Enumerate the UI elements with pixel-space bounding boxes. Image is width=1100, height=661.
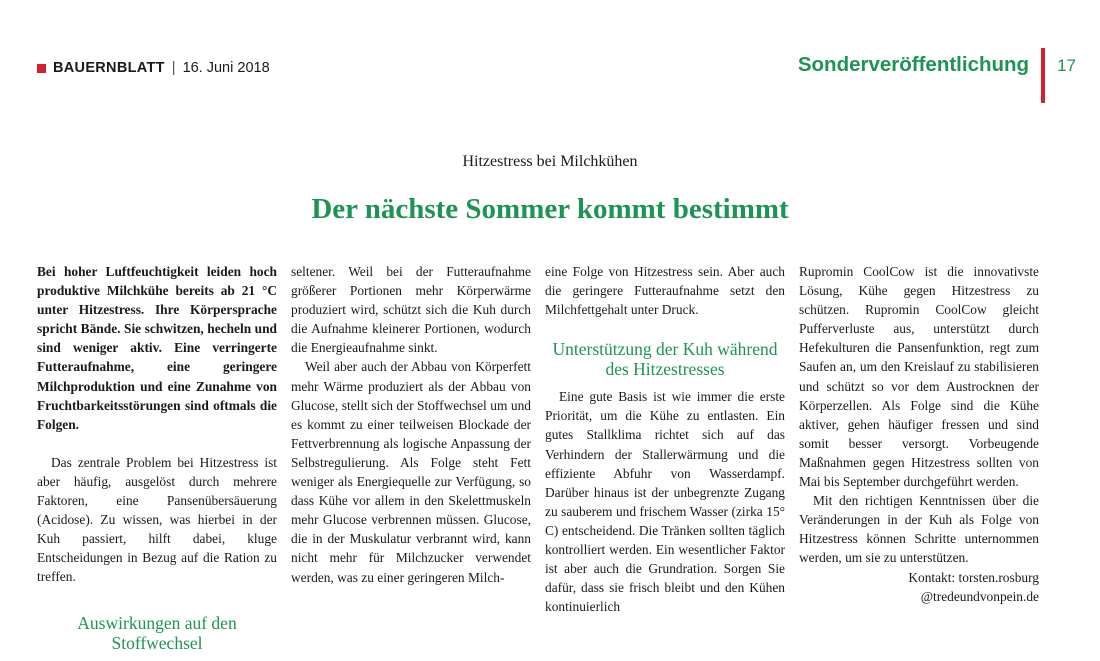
- article-column-2: [291, 262, 531, 587]
- article-kicker: Hitzestress bei Milchkühen: [462, 153, 638, 170]
- paragraph: Weil aber auch der Abbau von Körperfett mehr Wärme produziert als der Abbau von Glucose, stellt sich der Stoffwechsel um und es kommt zu einer teilweisen Blockade der Fettverbrennung als logische Anpassung der Selbstregulierung. Als Folge steht Fett weniger als Energiequelle zur Verfügung, so dass Kühe vor allem in den Skelettmuskeln mehr Glucose verbrennen müssen. Glucose, die in der Muskulatur verbrannt wird, kann nicht mehr für Milchzucker verwendet werden, was zu einer geringeren Milch-: [291, 359, 531, 585]
- article-column-1: [37, 262, 277, 661]
- subheading-stoffwechsel: Auswirkungen auf den Stoffwechsel: [77, 612, 237, 653]
- header-separator: |: [171, 60, 176, 76]
- article-lead: Bei hoher Luftfeuchtigkeit leiden hoch produktive Milchkühe bereits ab 21 °C unter Hitzestress. Ihre Körpersprache spricht Bände. Sie schwitzen, hecheln und sind weniger aktiv. Eine verringerte Futteraufnahme, eine geringere Milchproduktion und eine Zunahme von Fruchtbarkeitsstörungen sind oftmals die Folgen.: [37, 264, 277, 432]
- page-header-right: [798, 48, 1076, 103]
- paragraph: Rupromin CoolCow ist die innovativste Lösung, Kühe gegen Hitzestress zu schützen. Rupromin CoolCow gleicht Pufferverluste aus, unterstützt durch Hefekulturen die Pansenfunktion, regt zum Saufen an, um den Kreislauf zu stabilisieren und schützt so vor dem Austrocknen der Körperzellen. Als Folge sind die Kühe aktiver, gehen häufiger fressen und sind somit besser versorgt. Vorbeugende Maßnahmen gegen Hitzestress sollten von Mai bis September durchgeführt werden.: [799, 264, 1039, 490]
- paragraph: Mit den richtigen Kenntnissen über die Veränderungen in der Kuh als Folge von Hitzestress können Schritte unternommen werden, um sie zu unterstützen.: [799, 493, 1039, 566]
- page-header-left: [37, 59, 270, 77]
- paragraph: seltener. Weil bei der Futteraufnahme größerer Portionen mehr Körperwärme produziert wird, schützt sich die Kuh durch die Aufnahme kleinerer Portionen, wodurch die Energieaufnahme sinkt.: [291, 264, 531, 356]
- issue-date: 16. Juni 2018: [182, 60, 270, 76]
- article-headline: Der nächste Sommer kommt bestimmt: [311, 193, 789, 225]
- article-column-3: [545, 262, 785, 616]
- paragraph: Das zentrale Problem bei Hitzestress ist aber häufig, ausgelöst durch mehrere Faktoren, eine Pansenübersäuerung (Acidose). Zu wissen, was hierbei in der Kuh passiert, hilft dabei, kluge Entscheidungen in Bezug auf die Ration zu treffen.: [37, 454, 277, 585]
- subheading-unterstuetzung: Unterstützung der Kuh während des Hitzestresses: [552, 339, 778, 380]
- page-number: 17: [1057, 56, 1076, 75]
- section-label: Sonderveröffentlichung: [797, 53, 1030, 76]
- red-square-icon: [37, 64, 46, 73]
- contact-info: Kontakt: torsten.rosburg @tredeundvonpein.de: [908, 569, 1039, 604]
- red-divider-bar: [1041, 48, 1045, 103]
- article-column-4: [799, 262, 1039, 606]
- paragraph: Eine gute Basis ist wie immer die erste Priorität, um die Kühe zu entlasten. Ein gutes Stallklima richtet sich auf das Verhindern der Stallerwärmung und die effiziente Abfuhr von Wasserdampf. Darüber hinaus ist der unbegrenzte Zugang zu sauberem und frischem Wasser (zirka 15° C) entscheidend. Die Tränken sollten täglich kontrolliert werden. Ein wesentlicher Faktor ist aber auch die Grundration. Sorgen Sie dafür, dass sie frisch bleibt und den Kühen kontinuierlich: [545, 389, 785, 615]
- paragraph: eine Folge von Hitzestress sein. Aber auch die geringere Futteraufnahme setzt den Milchfettgehalt unter Druck.: [545, 264, 785, 318]
- publication-name: BAUERNBLATT: [53, 60, 165, 76]
